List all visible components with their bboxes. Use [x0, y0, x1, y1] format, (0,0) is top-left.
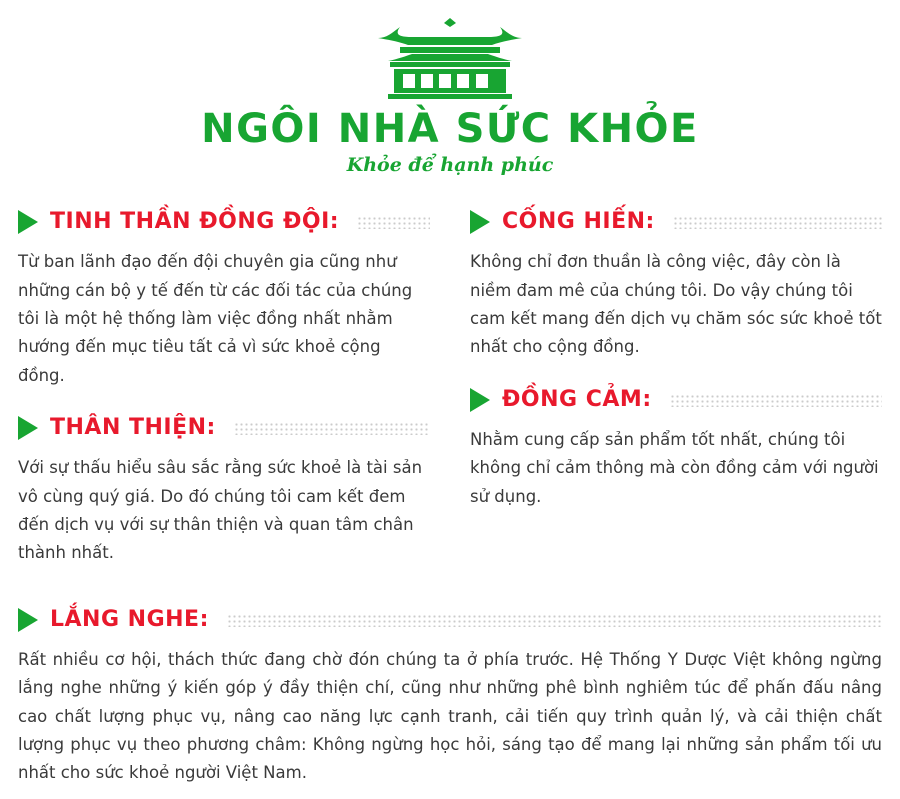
- section-title: ĐỒNG CẢM:: [502, 386, 652, 412]
- section-title: LẮNG NGHE:: [50, 606, 209, 632]
- section-than-thien: [18, 416, 430, 568]
- section-body: Với sự thấu hiểu sâu sắc rằng sức khoẻ là tài sản vô cùng quý giá. Do đó chúng tôi cam kết đem đến dịch vụ với sự thân thiện và quan tâm chân thành nhất.: [18, 458, 423, 563]
- section-tinh-than-dong-doi: [18, 210, 430, 390]
- brand-tagline: Khỏe để hạnh phúc: [346, 154, 554, 176]
- section-cong-hien: [470, 210, 882, 362]
- arrow-right-icon: [470, 388, 490, 412]
- dotted-rule: [670, 393, 882, 407]
- section-header: [18, 210, 430, 234]
- section-body: Rất nhiều cơ hội, thách thức đang chờ đón chúng ta ở phía trước. Hệ Thống Y Dược Việt không ngừng lắng nghe những ý kiến góp ý đầy thiện chí, cũng như những phê bình nghiêm túc để phấn đấu nâng cao chất lượng phục vụ, nâng cao năng lực cạnh tranh, cải tiến quy trình quản lý, và cải thiện chất lượng phục vụ theo phương châm: Không ngừng học hỏi, sáng tạo để mang lại những sản phẩm tối ưu nhất cho sức khoẻ người Việt Nam.: [18, 649, 882, 783]
- section-header: [470, 210, 882, 234]
- arrow-right-icon: [18, 608, 38, 632]
- section-body: Không chỉ đơn thuần là công việc, đây còn là niềm đam mê của chúng tôi. Do vậy chúng tôi cam kết mang đến dịch vụ chăm sóc sức khoẻ tốt nhất cho cộng đồng.: [470, 252, 882, 357]
- arrow-right-icon: [18, 416, 38, 440]
- sections-columns: [0, 210, 900, 594]
- page-title: NGÔI NHÀ SỨC KHỎE: [201, 106, 699, 152]
- brand-header: [0, 0, 900, 176]
- section-header: [18, 416, 430, 440]
- section-body: Từ ban lãnh đạo đến đội chuyên gia cũng như những cán bộ y tế đến từ các đối tác của chúng tôi là một hệ thống làm việc đồng nhất nhằm hướng đến mục tiêu tất cả vì sức khoẻ cộng đồng.: [18, 252, 413, 385]
- dotted-rule: [234, 421, 430, 435]
- section-header: [18, 608, 882, 632]
- section-header: [470, 388, 882, 412]
- section-body: Nhằm cung cấp sản phẩm tốt nhất, chúng tôi không chỉ cảm thông mà còn đồng cảm với người sử dụng.: [470, 429, 879, 506]
- section-lang-nghe: [0, 608, 900, 788]
- arrow-right-icon: [18, 210, 38, 234]
- dotted-rule: [673, 215, 882, 229]
- dotted-rule: [227, 613, 882, 627]
- section-dong-cam: [470, 388, 882, 511]
- left-column: [18, 210, 430, 594]
- arrow-right-icon: [470, 210, 490, 234]
- section-title: TINH THẦN ĐỒNG ĐỘI:: [50, 209, 340, 234]
- right-column: [470, 210, 882, 594]
- dotted-rule: [357, 215, 430, 229]
- section-title: CỐNG HIẾN:: [502, 209, 655, 234]
- temple-house-icon: [360, 18, 540, 100]
- section-title: THÂN THIỆN:: [50, 415, 216, 441]
